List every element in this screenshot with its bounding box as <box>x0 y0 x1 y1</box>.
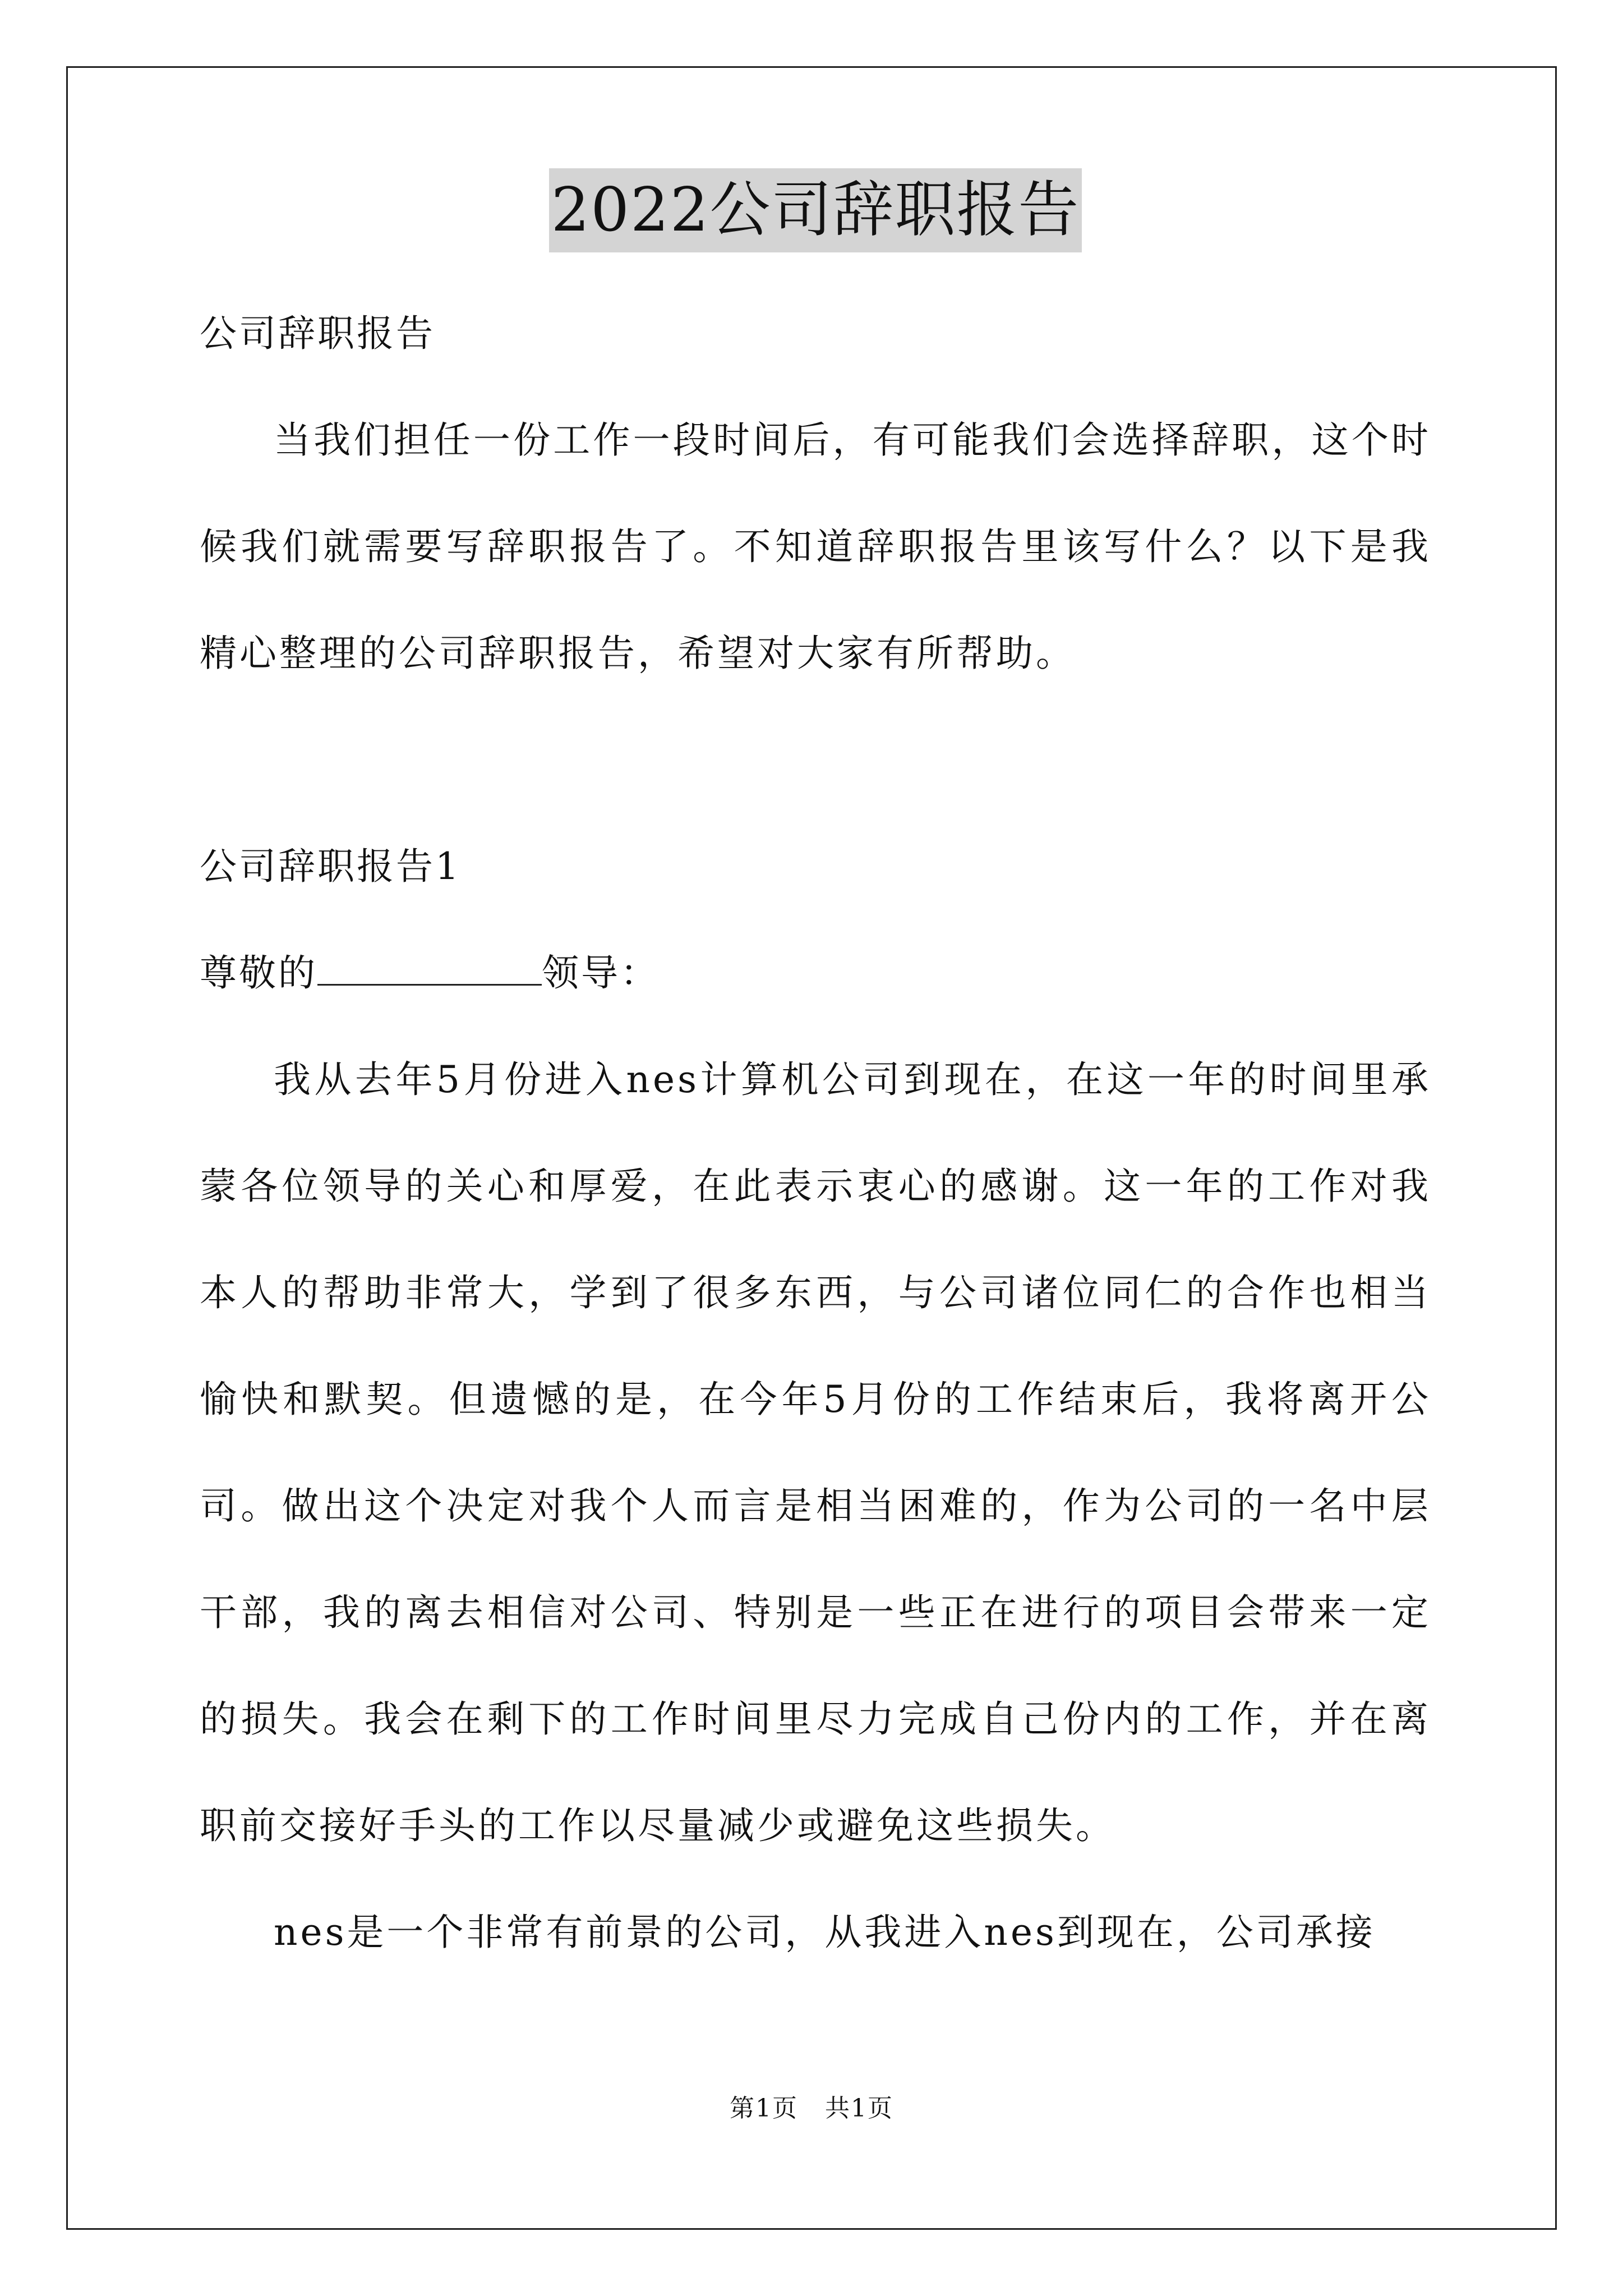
title-container <box>200 168 1431 280</box>
body-paragraph-2: nes是一个非常有前景的公司，从我进入nes到现在，公司承接 <box>274 1911 1376 1954</box>
page-number: 第1页 <box>730 2094 798 2123</box>
document-subtitle: 公司辞职报告 <box>200 312 435 355</box>
body-paragraph-1: 我从去年5月份进入nes计算机公司到现在，在这一年的时间里承蒙各位领导的关心和厚爱，在此表示衷心的感谢。这一年的工作对我本人的帮助非常大，学到了很多东西，与公司诸位同仁的合作也相当愉快和默契。但遗憾的是，在今年5月份的工作结束后，我将离开公司。做出这个决定对我个人而言是相当困难的，作为公司的一名中层干部，我的离去相信对公司、特别是一些正在进行的项目会带来一定的损失。我会在剩下的工作时间里尽力完成自己份内的工作，并在离职前交接好手头的工作以尽量减少或避免这些损失。 <box>200 1058 1431 1847</box>
intro-paragraph: 当我们担任一份工作一段时间后，有可能我们会选择辞职，这个时候我们就需要写辞职报告了。不知道辞职报告里该写什么？以下是我精心整理的公司辞职报告，希望对大家有所帮助。 <box>200 418 1431 675</box>
section-heading: 公司辞职报告1 <box>200 845 461 888</box>
salutation <box>200 920 1431 1027</box>
salutation-suffix: 领导： <box>542 951 660 995</box>
salutation-prefix: 尊敬的 <box>200 951 317 995</box>
page-footer <box>0 2088 1623 2124</box>
recipient-blank <box>317 953 542 986</box>
page-total: 共1页 <box>825 2094 893 2123</box>
document-body <box>200 168 1431 1986</box>
document-title[interactable]: 2022公司辞职报告 <box>549 168 1082 252</box>
